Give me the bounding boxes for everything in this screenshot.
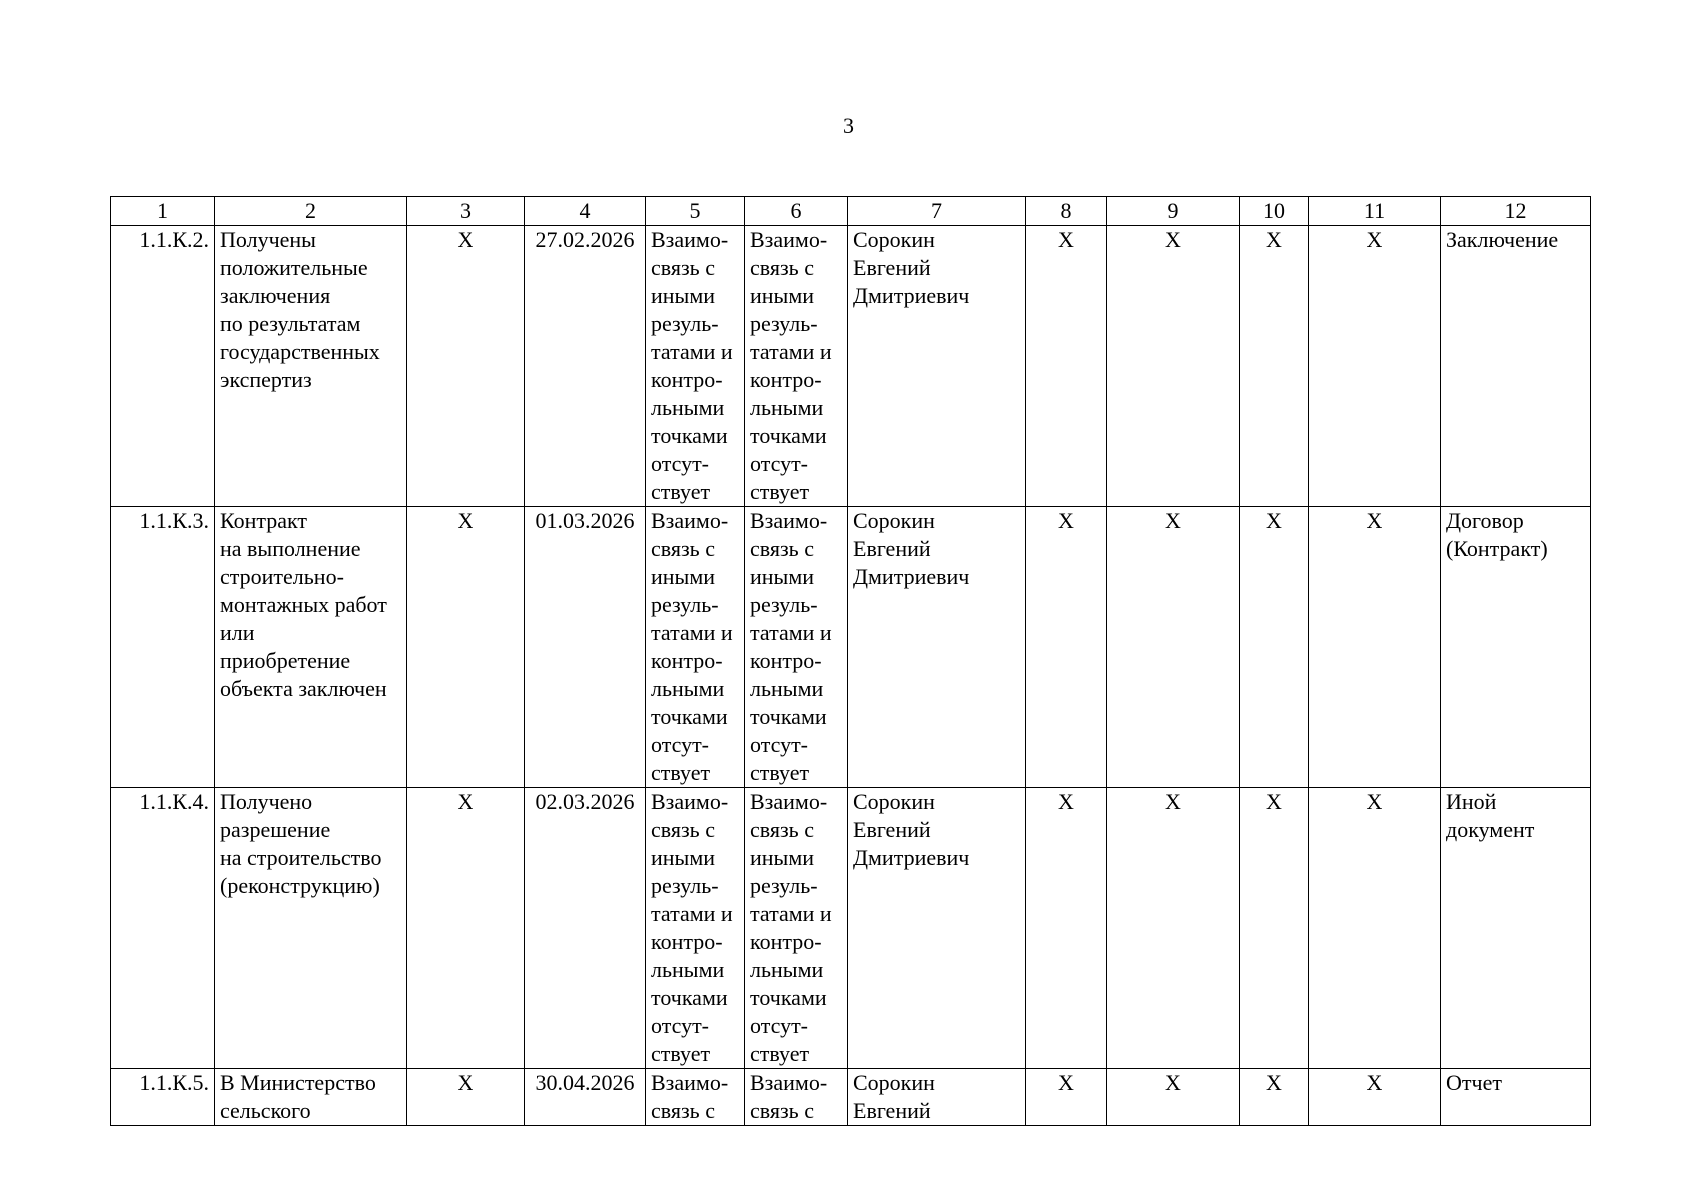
cell-mark: X <box>1240 788 1309 1069</box>
column-header: 2 <box>215 197 407 226</box>
page-number: 3 <box>843 113 854 138</box>
table-row <box>111 507 1591 788</box>
row-responsible: Сорокин Евгений <box>848 1069 1026 1126</box>
row-relation-6: Взаимо- связь с <box>745 1069 848 1126</box>
column-header: 1 <box>111 197 215 226</box>
row-name: Получено разрешение на строительство (реконструкцию) <box>215 788 407 1069</box>
row-relation-5: Взаимо- связь с иными резуль- татами и контро- льными точками отсут- ствует <box>646 788 745 1069</box>
row-code: 1.1.К.4. <box>111 788 215 1069</box>
cell-mark: X <box>1026 788 1107 1069</box>
table-row <box>111 788 1591 1069</box>
column-header: 5 <box>646 197 745 226</box>
row-name: В Министерство сельского <box>215 1069 407 1126</box>
column-number-row <box>111 197 1591 226</box>
cell-mark: X <box>1309 226 1441 507</box>
plan-table <box>110 196 1591 1126</box>
cell-mark: X <box>1026 507 1107 788</box>
row-relation-5: Взаимо- связь с иными резуль- татами и контро- льными точками отсут- ствует <box>646 507 745 788</box>
cell-mark: X <box>1107 1069 1240 1126</box>
cell-mark: X <box>1309 788 1441 1069</box>
row-relation-5: Взаимо- связь с иными резуль- татами и контро- льными точками отсут- ствует <box>646 226 745 507</box>
row-document-type: Иной документ <box>1441 788 1591 1069</box>
column-header: 3 <box>407 197 525 226</box>
column-header: 8 <box>1026 197 1107 226</box>
cell-mark: X <box>1240 507 1309 788</box>
table-row <box>111 226 1591 507</box>
cell-mark: X <box>1107 507 1240 788</box>
column-header: 7 <box>848 197 1026 226</box>
cell-mark: X <box>1240 1069 1309 1126</box>
table-row <box>111 1069 1591 1126</box>
cell-mark: X <box>1107 788 1240 1069</box>
row-relation-6: Взаимо- связь с иными резуль- татами и контро- льными точками отсут- ствует <box>745 788 848 1069</box>
row-responsible: Сорокин Евгений Дмитриевич <box>848 788 1026 1069</box>
cell-mark: X <box>407 507 525 788</box>
row-document-type: Отчет <box>1441 1069 1591 1126</box>
cell-mark: X <box>1309 1069 1441 1126</box>
row-name: Контракт на выполнение строительно- монтажных работ или приобретение объекта заключен <box>215 507 407 788</box>
row-document-type: Договор (Контракт) <box>1441 507 1591 788</box>
row-date: 27.02.2026 <box>525 226 646 507</box>
row-code: 1.1.К.2. <box>111 226 215 507</box>
row-code: 1.1.К.3. <box>111 507 215 788</box>
column-header: 4 <box>525 197 646 226</box>
row-date: 01.03.2026 <box>525 507 646 788</box>
cell-mark: X <box>1309 507 1441 788</box>
column-header: 11 <box>1309 197 1441 226</box>
cell-mark: X <box>407 226 525 507</box>
cell-mark: X <box>1026 226 1107 507</box>
cell-mark: X <box>407 1069 525 1126</box>
row-document-type: Заключение <box>1441 226 1591 507</box>
row-relation-5: Взаимо- связь с <box>646 1069 745 1126</box>
row-responsible: Сорокин Евгений Дмитриевич <box>848 507 1026 788</box>
cell-mark: X <box>407 788 525 1069</box>
row-relation-6: Взаимо- связь с иными резуль- татами и контро- льными точками отсут- ствует <box>745 226 848 507</box>
cell-mark: X <box>1107 226 1240 507</box>
cell-mark: X <box>1026 1069 1107 1126</box>
row-responsible: Сорокин Евгений Дмитриевич <box>848 226 1026 507</box>
column-header: 6 <box>745 197 848 226</box>
column-header: 10 <box>1240 197 1309 226</box>
row-code: 1.1.К.5. <box>111 1069 215 1126</box>
row-relation-6: Взаимо- связь с иными резуль- татами и контро- льными точками отсут- ствует <box>745 507 848 788</box>
cell-mark: X <box>1240 226 1309 507</box>
row-date: 02.03.2026 <box>525 788 646 1069</box>
column-header: 9 <box>1107 197 1240 226</box>
row-name: Получены положительные заключения по результатам государственных экспертиз <box>215 226 407 507</box>
row-date: 30.04.2026 <box>525 1069 646 1126</box>
column-header: 12 <box>1441 197 1591 226</box>
